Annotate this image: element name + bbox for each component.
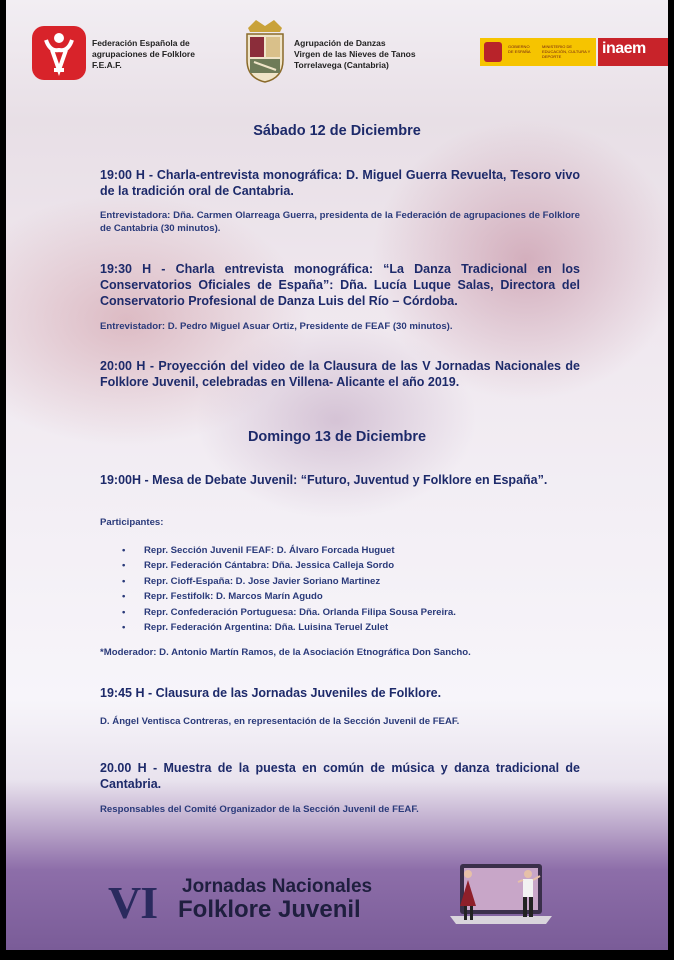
gobierno-logo — [480, 38, 596, 66]
list-item: • Repr. Federación Cántabra: Dña. Jessica Calleja Sordo — [122, 560, 395, 572]
spain-crest-icon — [484, 42, 502, 62]
list-item: • Repr. Sección Juvenil FEAF: D. Álvaro Forcada Huguet — [122, 545, 395, 556]
list-item: • Repr. Festifolk: D. Marcos Marín Agudo — [122, 591, 323, 603]
event-1900-sat: 19:00 H - Charla-entrevista monográfica: D. Miguel Guerra Revuelta, Tesoro vivo de la tradición oral de Cantabria. — [100, 168, 580, 198]
footer-title-line-2: Folklore Juvenil — [178, 896, 361, 923]
gov-right-text: MINISTERIO DE EDUCACIÓN, CULTURA Y DEPORTE — [542, 44, 591, 59]
participant-text: Repr. Sección Juvenil FEAF: D. Álvaro Forcada Huguet — [144, 545, 395, 556]
participants-list — [118, 543, 456, 635]
agrupacion-line-1: Agrupación de Danzas — [294, 38, 386, 48]
event-1900-sat-note: Entrevistadora: Dña. Carmen Olarreaga Guerra, presidenta de la Federación de agrupaciones de Folklore de Cantabria (30 minutos). — [100, 210, 580, 234]
participant-text: Repr. Federación Argentina: Dña. Luisina Teruel Zulet — [144, 622, 389, 634]
feaf-name — [92, 38, 222, 71]
footer-numeral: VI — [108, 877, 158, 928]
participant-text: Repr. Festifolk: D. Marcos Marín Agudo — [144, 591, 323, 603]
participant-text: Repr. Confederación Portuguesa: Dña. Orlanda Filipa Sousa Pereira. — [144, 606, 456, 618]
participant-text: Repr. Federación Cántabra: Dña. Jessica Calleja Sordo — [144, 560, 395, 572]
agrupacion-line-2: Virgen de las Nieves de Tanos — [294, 49, 416, 59]
feaf-line-2: agrupaciones de Folklore — [92, 49, 195, 59]
agrupacion-name — [294, 38, 444, 71]
list-item: • Repr. Cioff-España: D. Jose Javier Soriano Martinez — [122, 575, 381, 587]
feaf-line-3: F.E.A.F. — [92, 60, 122, 70]
event-1930-sat-note: Entrevistador: D. Pedro Miguel Asuar Ortiz, Presidente de FEAF (30 minutos). — [100, 321, 453, 332]
list-item: • Repr. Confederación Portuguesa: Dña. Orlanda Filipa Sousa Pereira. — [122, 606, 456, 618]
moderator-note: *Moderador: D. Antonio Martín Ramos, de la Asociación Etnográfica Don Sancho. — [100, 647, 471, 658]
event-show: 20.00 H - Muestra de la puesta en común de música y danza tradicional de Cantabria. — [100, 761, 580, 791]
event-1930-sat: 19:30 H - Charla entrevista monográfica: “La Danza Tradicional en los Conservatorios Oficiales de España”: Dña. Lucía Luque Salas, Directora del Conservatorio Profesional de Danza Luis del Río – Córdoba. — [100, 262, 580, 308]
event-2000-sat: 20:00 H - Proyección del video de la Clausura de las V Jornadas Nacionales de Folklore Juvenil, celebradas en Villena- Alicante el año 2019. — [100, 359, 580, 389]
poster — [6, 0, 668, 950]
feaf-line-1: Federación Española de — [92, 38, 190, 48]
inaem-logo — [598, 38, 668, 66]
event-debate: 19:00H - Mesa de Debate Juvenil: “Futuro, Juventud y Folklore en España”. — [100, 473, 548, 487]
list-item: • Repr. Federación Argentina: Dña. Luisina Teruel Zulet — [122, 622, 389, 634]
feaf-logo-icon — [32, 26, 86, 80]
footer-title-line-1: Jornadas Nacionales — [182, 876, 373, 897]
gov-left-text: GOBIERNO DE ESPAÑA — [508, 44, 531, 54]
inaem-text: inaem — [602, 40, 646, 57]
event-closing: 19:45 H - Clausura de las Jornadas Juveniles de Folklore. — [100, 686, 442, 700]
agrupacion-line-3: Torrelavega (Cantabria) — [294, 60, 389, 70]
event-closing-note: D. Ángel Ventisca Contreras, en representación de la Sección Juvenil de FEAF. — [100, 716, 460, 727]
coat-of-arms-icon — [242, 18, 288, 84]
laptop-dancers-icon — [446, 858, 556, 930]
participants-label: Participantes: — [100, 517, 164, 528]
saturday-title: Sábado 12 de Diciembre — [253, 123, 421, 139]
event-show-note: Responsables del Comité Organizador de la Sección Juvenil de FEAF. — [100, 804, 419, 815]
participant-text: Repr. Cioff-España: D. Jose Javier Soriano Martinez — [144, 575, 381, 587]
sunday-title: Domingo 13 de Diciembre — [247, 429, 427, 445]
